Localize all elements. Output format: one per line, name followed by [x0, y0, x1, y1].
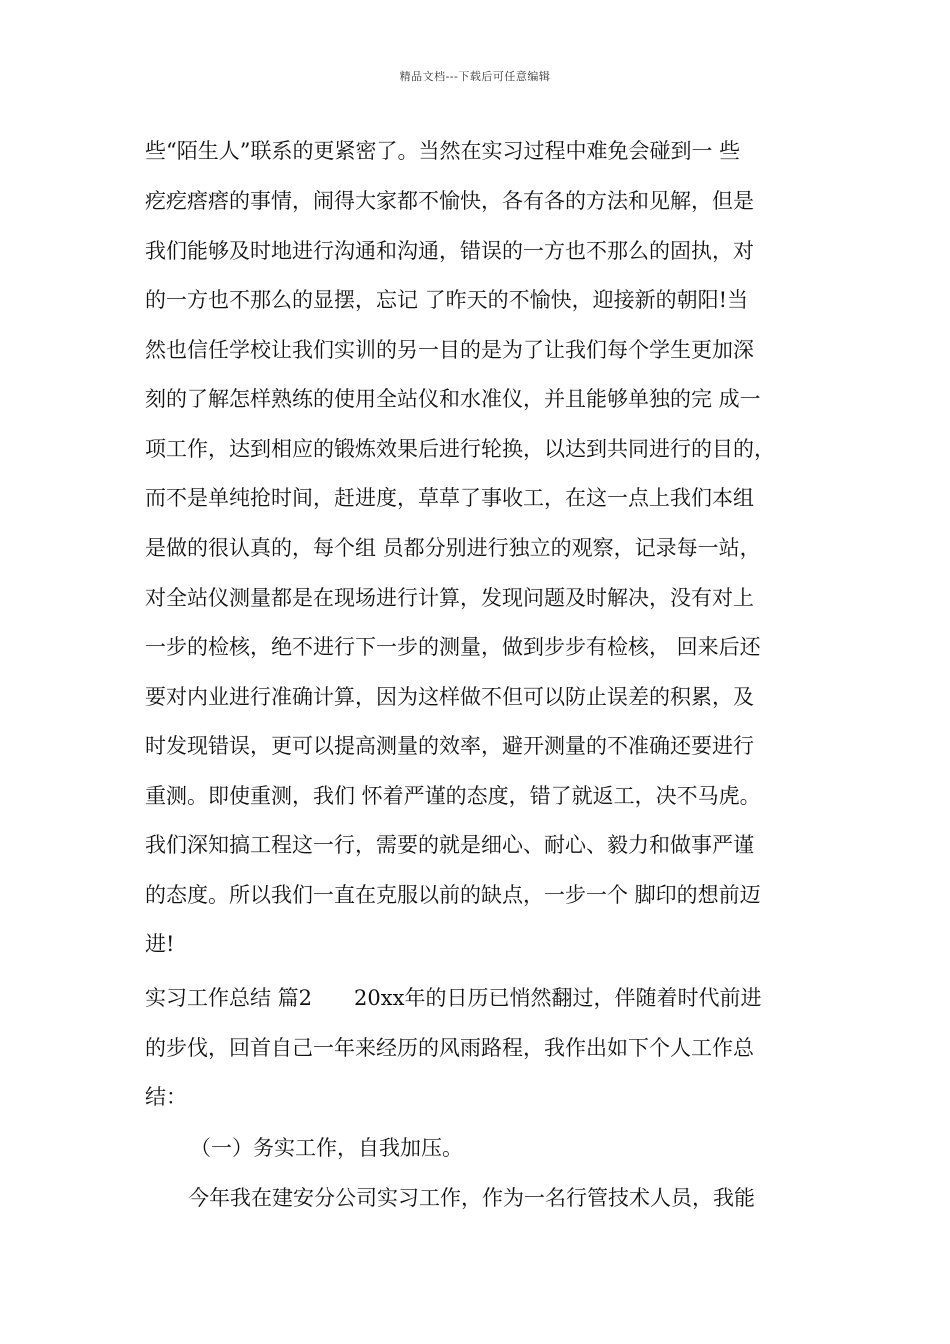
text-line: 然也信任学校让我们实训的另一目的是为了让我们每个学生更加深 — [145, 338, 754, 362]
section-heading: （一）务实工作，自我加压。 — [190, 1136, 463, 1160]
text-line: 的一方也不那么的显摆，忘记 了昨天的不愉快，迎接新的朝阳!当 — [145, 288, 749, 312]
text-line: 的态度。所以我们一直在克服以前的缺点，一步一个 脚印的想前迈 — [145, 883, 761, 907]
text-line: 的步伐，回首自己一年来经历的风雨路程，我作出如下个人工作总 — [145, 1036, 754, 1060]
text-line: 结： — [145, 1085, 187, 1109]
text-line: 对全站仪测量都是在现场进行计算，发现问题及时解决，没有对上 — [145, 586, 754, 610]
text-line: 我们深知搞工程这一行，需要的就是细心、耐心、毅力和做事严谨 — [145, 833, 754, 857]
section-title-line: 实习工作总结 篇2 20xx年的日历已悄然翻过，伴随着时代前进 — [145, 986, 762, 1010]
text-line: 而不是单纯抢时间，赶进度，草草了事收工，在这一点上我们本组 — [145, 486, 754, 510]
text-line: 重测。即使重测，我们 怀着严谨的态度，错了就返工，决不马虎。 — [145, 784, 761, 808]
text-line: 进! — [145, 932, 175, 956]
text-line: 我们能够及时地进行沟通和沟通，错误的一方也不那么的固执，对 — [145, 239, 754, 263]
text-line: 疙疙瘩瘩的事情，闹得大家都不愉快，各有各的方法和见解，但是 — [145, 189, 754, 213]
page-header: 精品文档---下载后可任意编辑 — [399, 70, 551, 83]
text-line: 项工作，达到相应的锻炼效果后进行轮换，以达到共同进行的目的， — [145, 437, 775, 461]
text-line: 刻的了解怎样熟练的使用全站仪和水准仪，并且能够单独的完 成一 — [145, 387, 761, 411]
text-line: 要对内业进行准确计算，因为这样做不但可以防止误差的积累，及 — [145, 685, 754, 709]
paragraph-start: 今年我在建安分公司实习工作，作为一名行管技术人员，我能 — [188, 1186, 755, 1210]
text-line: 一步的检核，绝不进行下一步的测量，做到步步有检核， 回来后还 — [145, 635, 761, 659]
text-line: 时发现错误，更可以提高测量的效率，避开测量的不准确还要进行 — [145, 734, 754, 758]
text-line: 是做的很认真的，每个组 员都分别进行独立的观察，记录每一站， — [145, 536, 761, 560]
text-line: 些“陌生人”联系的更紧密了。当然在实习过程中难免会碰到一 些 — [145, 139, 741, 163]
